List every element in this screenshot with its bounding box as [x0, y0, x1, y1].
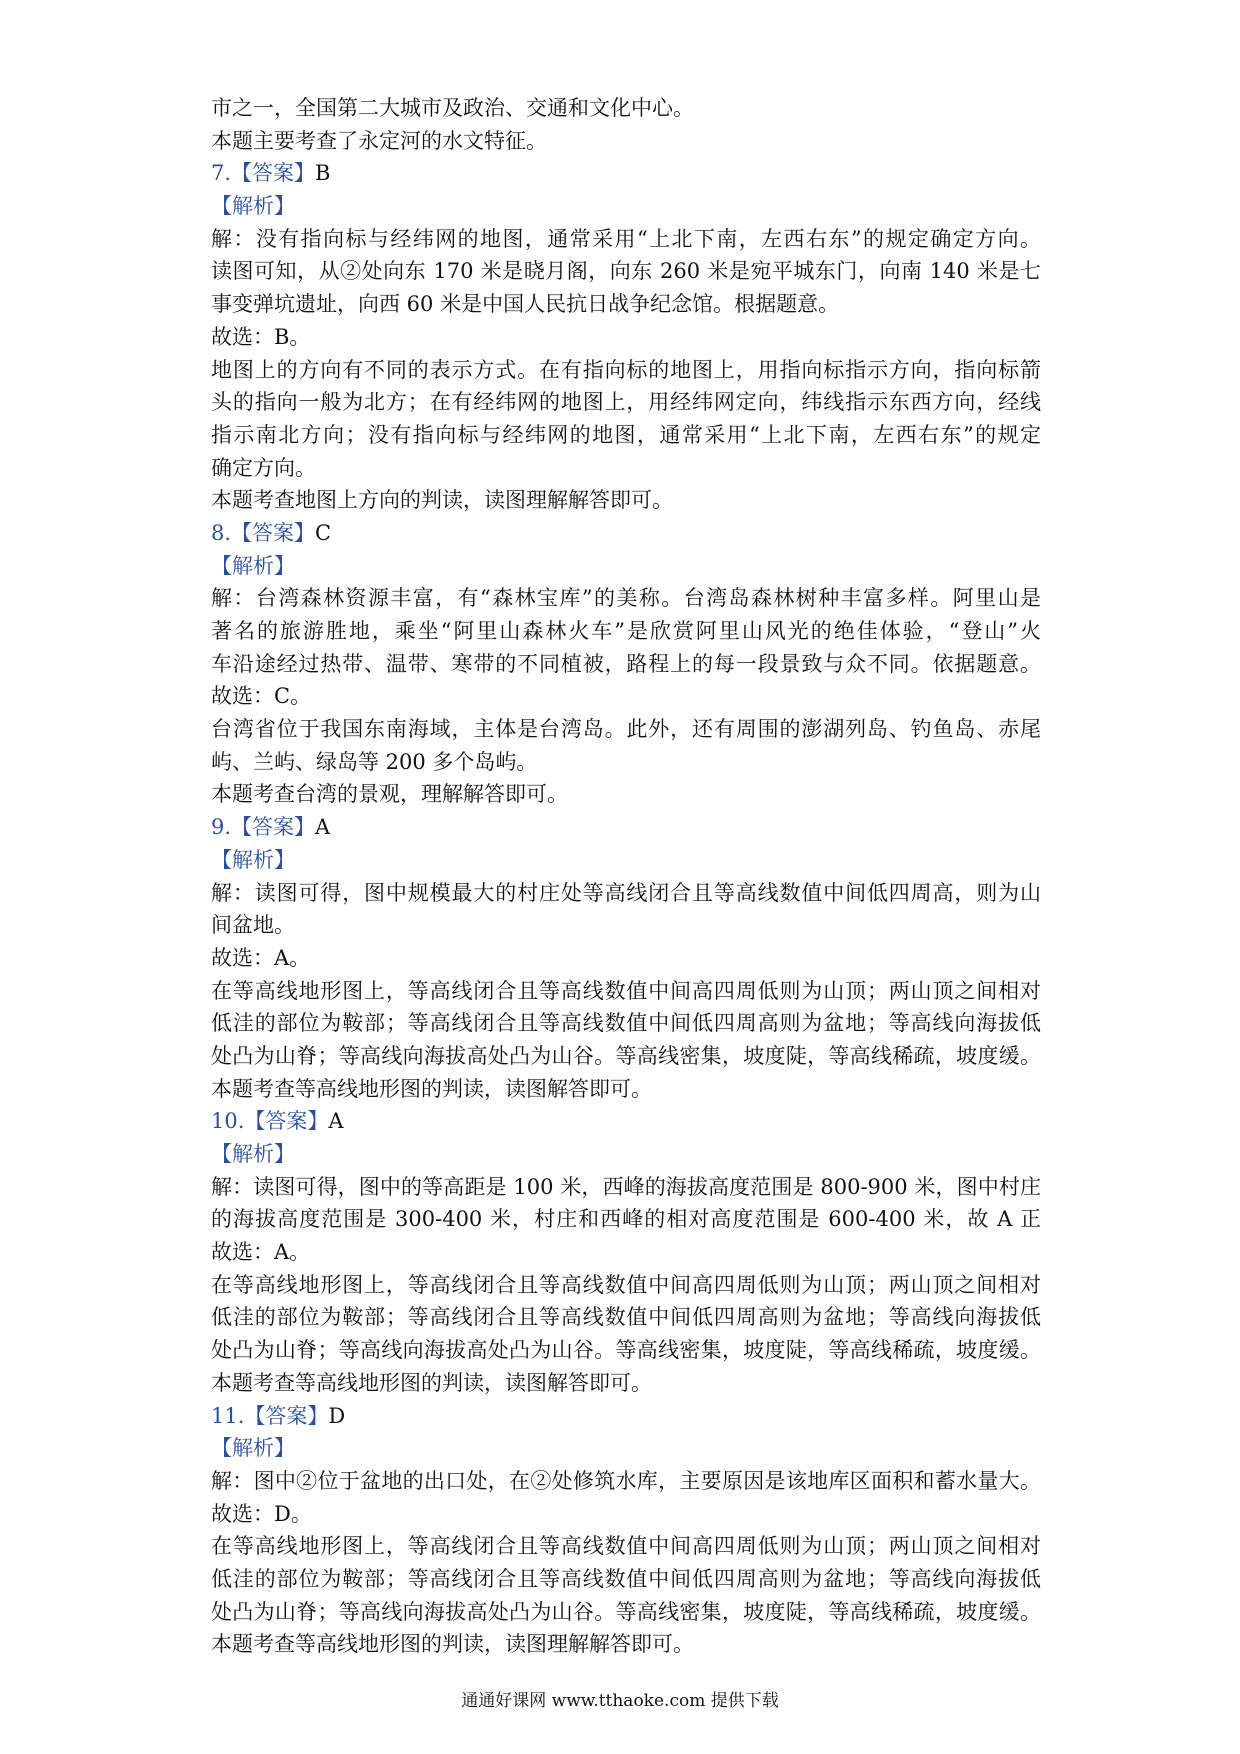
explanation-line: 处凸为山脊；等高线向海拔高处凸为山谷。等高线密集，坡度陡，等高线稀疏，坡度缓。 [211, 1599, 1041, 1624]
explanation-line: 确定方向。 [211, 455, 316, 480]
choice-line: 故选：C。 [211, 684, 312, 709]
answer-value: C [315, 520, 332, 545]
solution-line: 著名的旅游胜地，乘坐“阿里山森林火车”是欣赏阿里山风光的绝佳体验，“登山”火 [211, 619, 1041, 643]
analysis-tag: 【解析】 [211, 1436, 295, 1461]
solution-line: 解：读图可得，图中的等高距是 100 米，西峰的海拔高度范围是 800-900 米，图中村庄 [211, 1174, 1041, 1199]
explanation-line: 低洼的部位为鞍部；等高线闭合且等高线数值中间低四周高则为盆地；等高线向海拔低 [211, 1566, 1041, 1591]
explanation-line: 本题考查等高线地形图的判读，读图解答即可。 [211, 1076, 652, 1101]
question-8 [211, 517, 1041, 811]
answer-tag: 【答案】 [244, 1109, 329, 1134]
question-number: 8. [211, 520, 232, 545]
question-number: 9. [211, 815, 232, 840]
solution-line: 解：台湾森林资源丰富，有“森林宝库”的美称。台湾岛森林树种丰富多样。阿里山是 [211, 586, 1041, 611]
choice-line: 故选：A。 [211, 945, 311, 970]
question-number: 7. [211, 161, 232, 186]
solution-line: 读图可知，从②处向东 170 米是晓月阁，向东 260 米是宛平城东门，向南 140 米是七 [211, 259, 1041, 284]
solution-line: 车沿途经过热带、温带、寒带的不同植被，路程上的每一段景致与众不同。依据题意。 [211, 651, 1041, 676]
choice-line: 故选：D。 [211, 1501, 312, 1526]
question-9 [211, 811, 1041, 1105]
explanation-line: 在等高线地形图上，等高线闭合且等高线数值中间高四周低则为山顶；两山顶之间相对 [211, 1534, 1041, 1559]
answer-heading [211, 157, 1041, 190]
solution-line: 解：没有指向标与经纬网的地图，通常采用“上北下南，左西右东”的规定确定方向。 [211, 226, 1041, 251]
analysis-tag: 【解析】 [211, 1142, 295, 1166]
explanation-line: 本题考查台湾的景观，理解解答即可。 [211, 782, 568, 807]
analysis-tag: 【解析】 [211, 194, 295, 219]
explanation-line: 在等高线地形图上，等高线闭合且等高线数值中间高四周低则为山顶；两山顶之间相对 [211, 978, 1041, 1003]
solution-line: 的海拔高度范围是 300-400 米，村庄和西峰的相对高度范围是 600-400 米，故 A 正 [211, 1207, 1041, 1232]
answer-heading [211, 811, 1041, 844]
solution-line: 解：读图可得，图中规模最大的村庄处等高线闭合且等高线数值中间低四周高，则为山 [211, 880, 1041, 905]
question-number: 11. [211, 1403, 245, 1428]
explanation-line: 指示南北方向；没有指向标与经纬网的地图，通常采用“上北下南，左西右东”的规定 [211, 422, 1041, 447]
explanation-line: 地图上的方向有不同的表示方式。在有指向标的地图上，用指向标指示方向，指向标箭 [211, 357, 1041, 382]
explanation-line: 台湾省位于我国东南海域，主体是台湾岛。此外，还有周围的澎湖列岛、钓鱼岛、赤尾 [211, 717, 1041, 742]
choice-line: 故选：B。 [211, 324, 311, 349]
analysis-tag: 【解析】 [211, 847, 295, 872]
explanation-line: 在等高线地形图上，等高线闭合且等高线数值中间高四周低则为山顶；两山顶之间相对 [211, 1272, 1041, 1297]
answer-tag: 【答案】 [244, 1403, 329, 1428]
answer-value: B [315, 161, 331, 186]
intro-line: 市之一，全国第二大城市及政治、交通和文化中心。 [211, 96, 694, 120]
explanation-line: 低洼的部位为鞍部；等高线闭合且等高线数值中间低四周高则为盆地；等高线向海拔低 [211, 1011, 1041, 1036]
question-number: 10. [211, 1109, 245, 1134]
answer-heading [211, 517, 1041, 550]
explanation-line: 处凸为山脊；等高线向海拔高处凸为山谷。等高线密集，坡度陡，等高线稀疏，坡度缓。 [211, 1043, 1041, 1068]
explanation-line: 本题考查等高线地形图的判读，读图解答即可。 [211, 1370, 652, 1395]
solution-line: 间盆地。 [211, 913, 295, 938]
explanation-line: 处凸为山脊；等高线向海拔高处凸为山谷。等高线密集，坡度陡，等高线稀疏，坡度缓。 [211, 1338, 1041, 1363]
intro-line: 本题主要考查了永定河的水文特征。 [211, 128, 547, 153]
answer-tag: 【答案】 [231, 161, 316, 186]
solution-line: 解：图中②位于盆地的出口处，在②处修筑水库，主要原因是该地库区面积和蓄水量大。 [211, 1468, 1041, 1493]
document-body [211, 92, 1041, 1661]
intro-block [211, 92, 1041, 157]
explanation-line: 头的指向一般为北方；在有经纬网的地图上，用经纬网定向，纬线指示东西方向，经线 [211, 390, 1041, 415]
solution-line: 事变弹坑遗址，向西 60 米是中国人民抗日战争纪念馆。根据题意。 [211, 292, 840, 317]
answer-heading [211, 1400, 1041, 1433]
analysis-tag: 【解析】 [211, 553, 295, 578]
answer-value: A [315, 815, 331, 840]
explanation-line: 屿、兰屿、绿岛等 200 多个岛屿。 [211, 749, 538, 774]
answer-heading [211, 1105, 1041, 1138]
question-10 [211, 1105, 1041, 1399]
explanation-line: 本题考查地图上方向的判读，读图理解解答即可。 [211, 488, 673, 513]
question-7 [211, 157, 1041, 517]
question-11 [211, 1400, 1041, 1662]
answer-tag: 【答案】 [231, 520, 316, 545]
page-footer: 通通好课网 www.tthaoke.com 提供下载 [461, 1691, 779, 1711]
answer-tag: 【答案】 [231, 815, 316, 840]
answer-value: A [328, 1109, 344, 1134]
explanation-line: 低洼的部位为鞍部；等高线闭合且等高线数值中间低四周高则为盆地；等高线向海拔低 [211, 1305, 1041, 1330]
choice-line: 故选：A。 [211, 1240, 311, 1265]
explanation-line: 本题考查等高线地形图的判读，读图理解解答即可。 [211, 1632, 694, 1657]
answer-value: D [328, 1403, 346, 1428]
